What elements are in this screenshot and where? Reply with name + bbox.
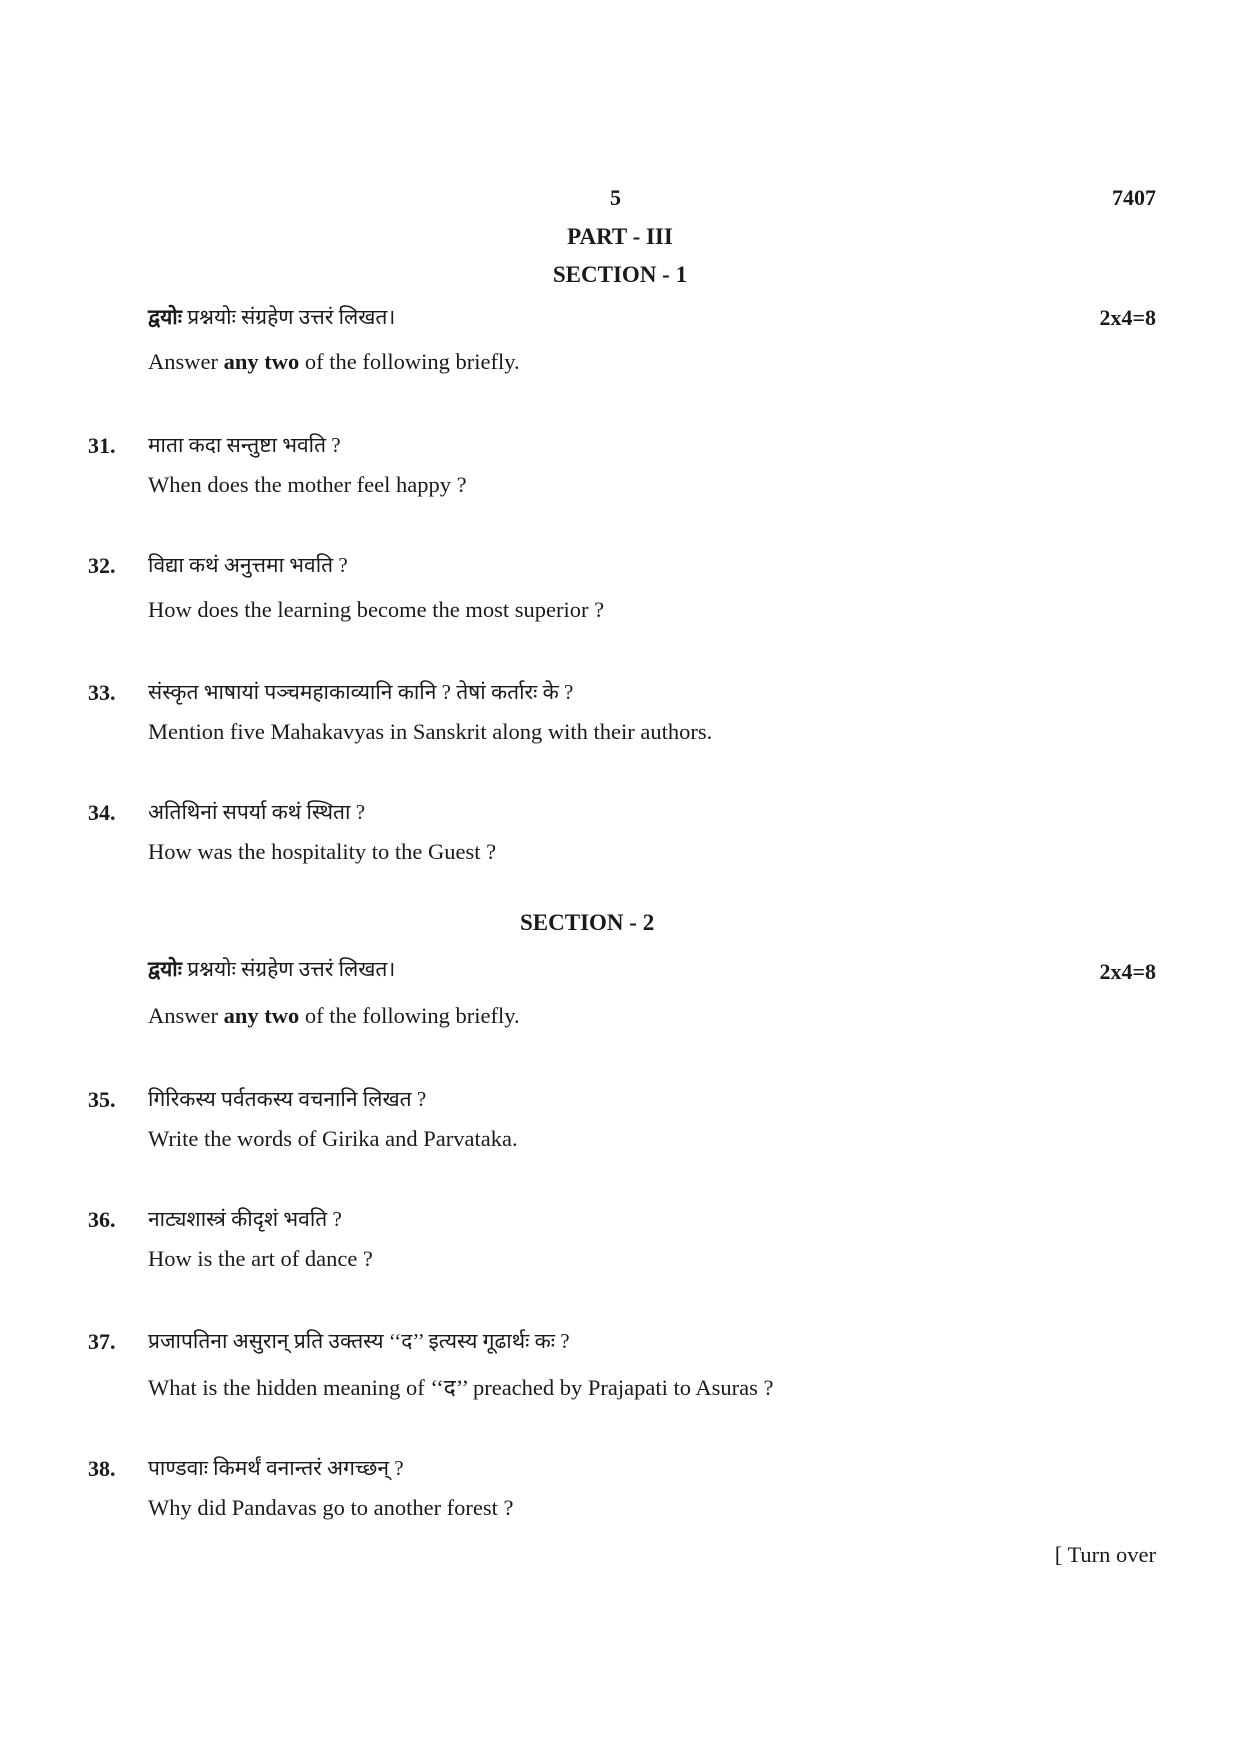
instruction-post: of the following briefly. [299,1003,520,1028]
section-1-title: SECTION - 1 [552,262,688,287]
question-number: 38. [88,1456,116,1481]
instruction-bold: द्वयोः [148,305,182,329]
paper-code: 7407 [1112,185,1156,210]
question-english: What is the hidden meaning of ‘‘द’’ preached by Prajapati to Asuras ? [148,1375,774,1400]
instruction-pre: Answer [148,1003,224,1028]
question-sanskrit: प्रजापतिना असुरान् प्रति उक्तस्य ‘‘द’’ इत्यस्य गूढार्थः कः ? [148,1329,570,1353]
section-1-marks: 2x4=8 [1099,305,1156,330]
question-number: 35. [88,1087,116,1112]
section-2-marks: 2x4=8 [1099,959,1156,984]
instruction-emphasis: any two [223,1003,300,1028]
page-number: 5 [610,185,621,210]
question-english: Mention five Mahakavyas in Sanskrit along with their authors. [148,719,713,744]
question-number: 32. [88,553,116,578]
instruction-rest: प्रश्नयोः संग्रहेण उत्तरं लिखत। [181,305,396,329]
question-sanskrit: गिरिकस्य पर्वतकस्य वचनानि लिखत ? [148,1087,427,1111]
section-2-instruction-english [148,1003,520,1029]
section-2-instruction-sanskrit [148,955,395,983]
instruction-rest: प्रश्नयोः संग्रहेण उत्तरं लिखत। [181,957,396,981]
question-number: 31. [88,433,116,458]
question-number: 37. [88,1329,116,1354]
question-english: How was the hospitality to the Guest ? [148,839,497,864]
section-2-title: SECTION - 2 [520,910,655,935]
question-number: 36. [88,1207,116,1232]
section-1-instruction-sanskrit [148,303,395,331]
section-1-instruction-english [148,349,520,375]
question-english: How does the learning become the most superior ? [148,597,605,622]
question-number: 33. [88,680,116,705]
turn-over: [ Turn over [1054,1542,1156,1567]
instruction-emphasis: any two [223,349,300,374]
question-sanskrit: विद्या कथं अनुत्तमा भवति ? [148,553,348,577]
question-english: How is the art of dance ? [148,1246,373,1271]
instruction-bold: द्वयोः [148,957,182,981]
question-sanskrit: पाण्डवाः किमर्थं वनान्तरं अगच्छन् ? [148,1456,404,1480]
question-sanskrit: माता कदा सन्तुष्टा भवति ? [148,433,341,457]
question-number: 34. [88,800,116,825]
question-sanskrit: नाट्यशास्त्रं कीदृशं भवति ? [148,1207,342,1231]
question-english: Why did Pandavas go to another forest ? [148,1495,514,1520]
instruction-post: of the following briefly. [299,349,520,374]
question-sanskrit: अतिथिनां सपर्या कथं स्थिता ? [148,800,366,824]
question-english: When does the mother feel happy ? [148,472,467,497]
part-title: PART - III [567,224,673,249]
question-sanskrit: संस्कृत भाषायां पञ्चमहाकाव्यानि कानि ? तेषां कर्तारः के ? [148,680,574,704]
instruction-pre: Answer [148,349,224,374]
question-english: Write the words of Girika and Parvataka. [148,1126,518,1151]
